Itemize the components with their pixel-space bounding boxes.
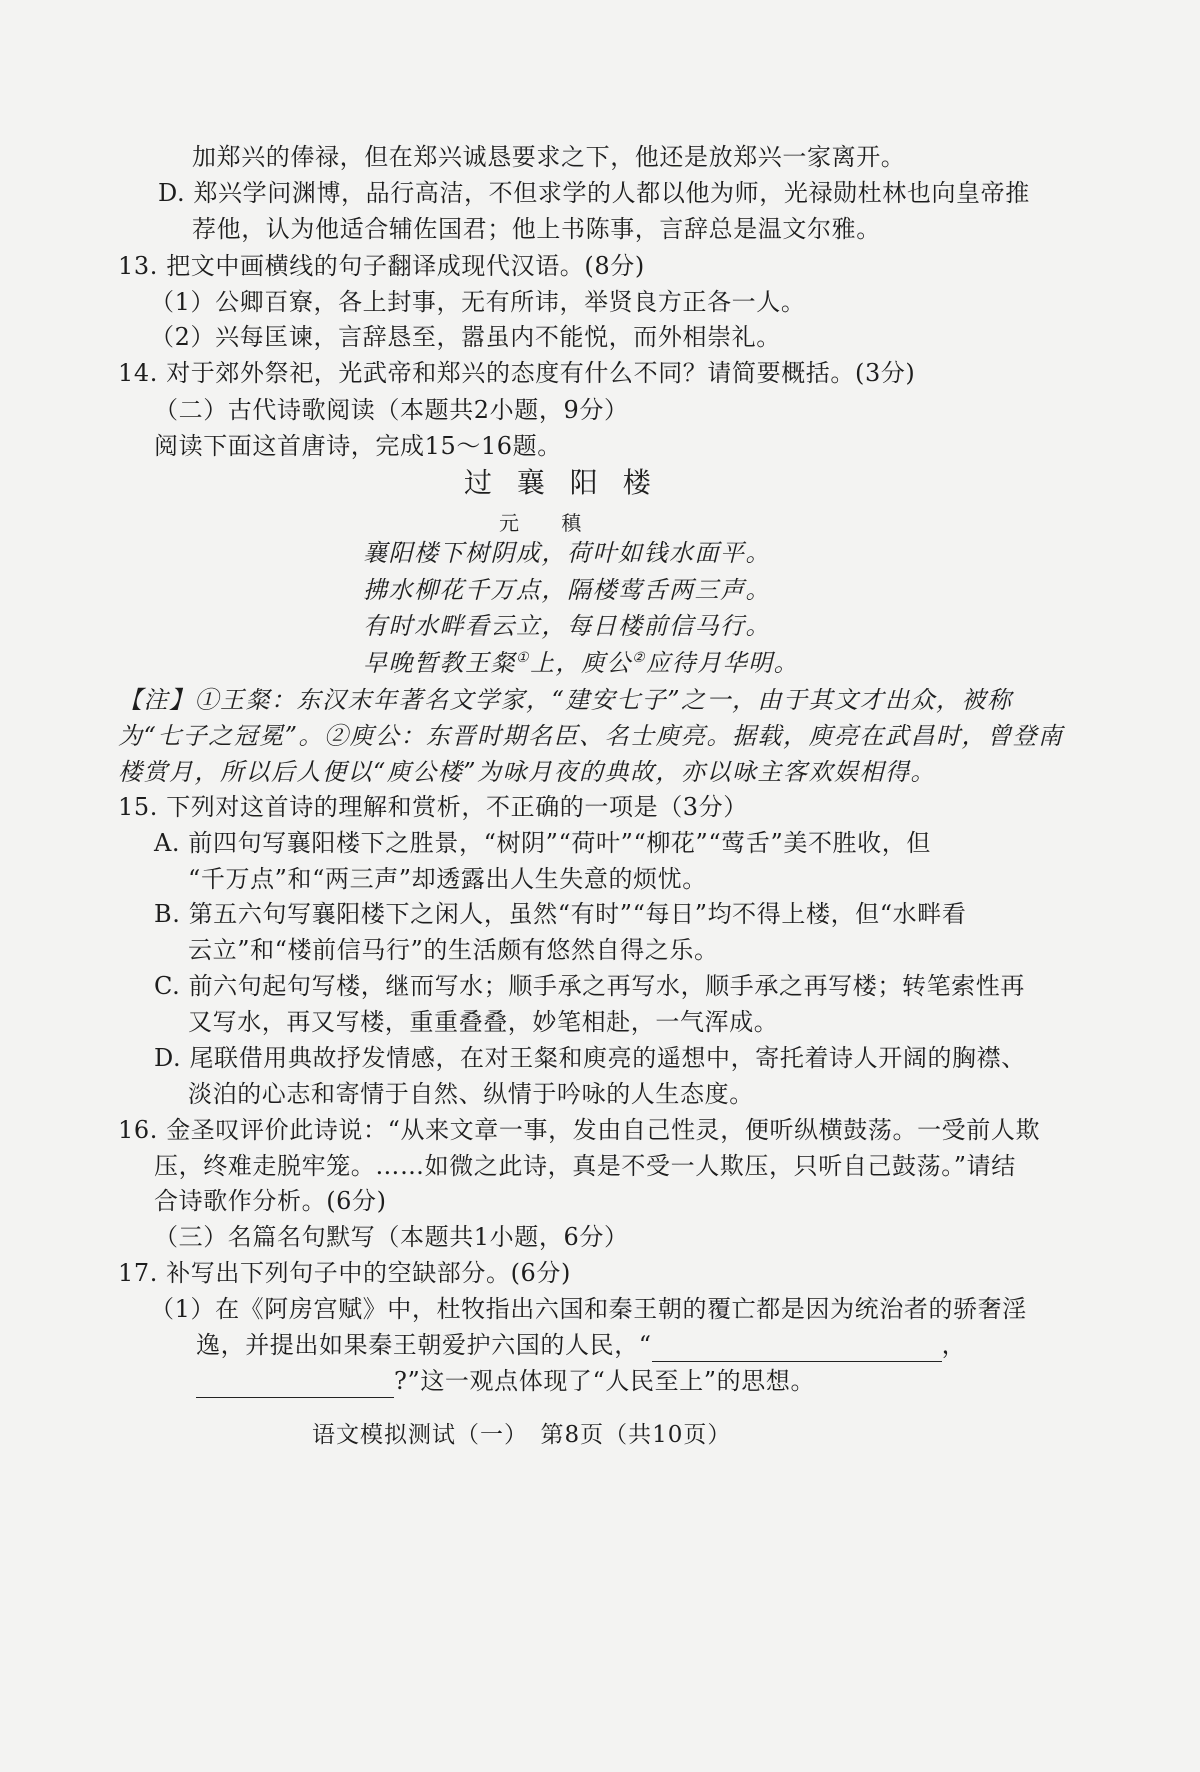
page-footer: 语文模拟测试（一） 第8页（共10页） xyxy=(312,1422,732,1448)
question-15-option-a-line1: A. 前四句写襄阳楼下之胜景，“树阴”“荷叶”“柳花”“莺舌”美不胜收，但 xyxy=(154,829,931,857)
section-recitation-heading: （三）名篇名句默写（本题共1小题，6分） xyxy=(154,1223,629,1251)
question-17-item-1-tail: ?”这一观点体现了“人民至上”的思想。 xyxy=(394,1367,816,1395)
question-15-option-c-line1: C. 前六句起句写楼，继而写水；顺手承之再写水，顺手承之再写楼；转笔索性再 xyxy=(154,972,1025,1000)
question-17-item-1-comma: ， xyxy=(941,1331,967,1359)
poem-line-1: 襄阳楼下树阴成，荷叶如钱水面平。 xyxy=(363,539,771,567)
poem-line-4-part3: 应待月华明。 xyxy=(646,649,800,677)
question-17-item-1-line3 xyxy=(196,1364,815,1398)
question-17-item-1-line2 xyxy=(196,1328,966,1362)
section-poetry-heading: （二）古代诗歌阅读（本题共2小题，9分） xyxy=(154,396,629,424)
poem-line-4-part2: 上，庾公 xyxy=(530,649,633,677)
option-d-line1: D. 郑兴学问渊博，品行高洁，不但求学的人都以他为师，光禄勋杜林也向皇帝推 xyxy=(158,179,1030,207)
question-15-option-d-line2: 淡泊的心志和寄情于自然、纵情于吟咏的人生态度。 xyxy=(188,1080,754,1108)
question-17: 17. 补写出下列句子中的空缺部分。(6分) xyxy=(118,1259,571,1287)
question-17-item-1-line1: （1）在《阿房宫赋》中，杜牧指出六国和秦王朝的覆亡都是因为统治者的骄奢淫 xyxy=(150,1295,1027,1323)
question-13-sentence-2: （2）兴每匡谏，言辞恳至，嚣虽内不能悦，而外相崇礼。 xyxy=(150,323,781,351)
note-marker-2: ② xyxy=(632,650,647,666)
question-15: 15. 下列对这首诗的理解和赏析，不正确的一项是（3分） xyxy=(118,793,748,821)
question-13-sentence-1: （1）公卿百寮，各上封事，无有所讳，举贤良方正各一人。 xyxy=(150,288,806,316)
poem-author: 元 稹 xyxy=(499,511,600,535)
question-15-option-c-line2: 又写水，再又写楼，重重叠叠，妙笔相赴，一气浑成。 xyxy=(188,1008,779,1036)
question-16-line1: 16. 金圣叹评价此诗说：“从来文章一事，发由自己性灵，便听纵横鼓荡。一受前人欺 xyxy=(118,1116,1041,1144)
question-15-option-d-line1: D. 尾联借用典故抒发情感，在对王粲和庾亮的遥想中，寄托着诗人开阔的胸襟、 xyxy=(154,1044,1026,1072)
question-15-option-b-line2: 云立”和“楼前信马行”的生活颇有悠然自得之乐。 xyxy=(188,936,719,964)
question-14: 14. 对于郊外祭祀，光武帝和郑兴的态度有什么不同？请简要概括。(3分) xyxy=(118,359,916,387)
poem-note-line1: 【注】①王粲：东汉末年著名文学家，“建安七子”之一，由于其文才出众，被称 xyxy=(118,686,1013,714)
question-16-line3: 合诗歌作分析。(6分) xyxy=(154,1187,387,1215)
question-13: 13. 把文中画横线的句子翻译成现代汉语。(8分) xyxy=(118,252,645,280)
question-15-option-a-line2: “千万点”和“两三声”却透露出人生失意的烦忧。 xyxy=(188,865,707,893)
poem-line-4-part1: 早晚暂教王粲 xyxy=(363,649,516,677)
note-marker-1: ① xyxy=(516,650,531,666)
question-17-item-1-text: 逸，并提出如果秦王朝爱护六国的人民，“ xyxy=(196,1331,652,1359)
question-15-option-b-line1: B. 第五六句写襄阳楼下之闲人，虽然“有时”“每日”均不得上楼，但“水畔看 xyxy=(154,900,967,928)
poem-line-4 xyxy=(363,646,799,680)
poem-line-2: 拂水柳花千万点，隔楼莺舌两三声。 xyxy=(363,576,771,604)
option-d-line2: 荐他，认为他适合辅佐国君；他上书陈事，言辞总是温文尔雅。 xyxy=(192,215,881,243)
poetry-instruction: 阅读下面这首唐诗，完成15～16题。 xyxy=(154,432,562,460)
poem-line-3: 有时水畔看云立，每日楼前信马行。 xyxy=(363,612,771,640)
answer-blank-2[interactable] xyxy=(196,1373,394,1398)
answer-blank-1[interactable] xyxy=(652,1337,942,1362)
poem-title: 过 襄 阳 楼 xyxy=(464,466,659,499)
option-c-continuation: 加郑兴的俸禄，但在郑兴诚恳要求之下，他还是放郑兴一家离开。 xyxy=(192,143,906,171)
question-16-line2: 压，终难走脱牢笼。……如微之此诗，真是不受一人欺压，只听自己鼓荡。”请结 xyxy=(154,1152,1016,1180)
poem-note-line2: 为“七子之冠冕”。②庾公：东晋时期名臣、名士庾亮。据载，庾亮在武昌时，曾登南 xyxy=(118,722,1064,750)
poem-note-line3: 楼赏月，所以后人便以“庾公楼”为咏月夜的典故，亦以咏主客欢娱相得。 xyxy=(118,758,937,786)
